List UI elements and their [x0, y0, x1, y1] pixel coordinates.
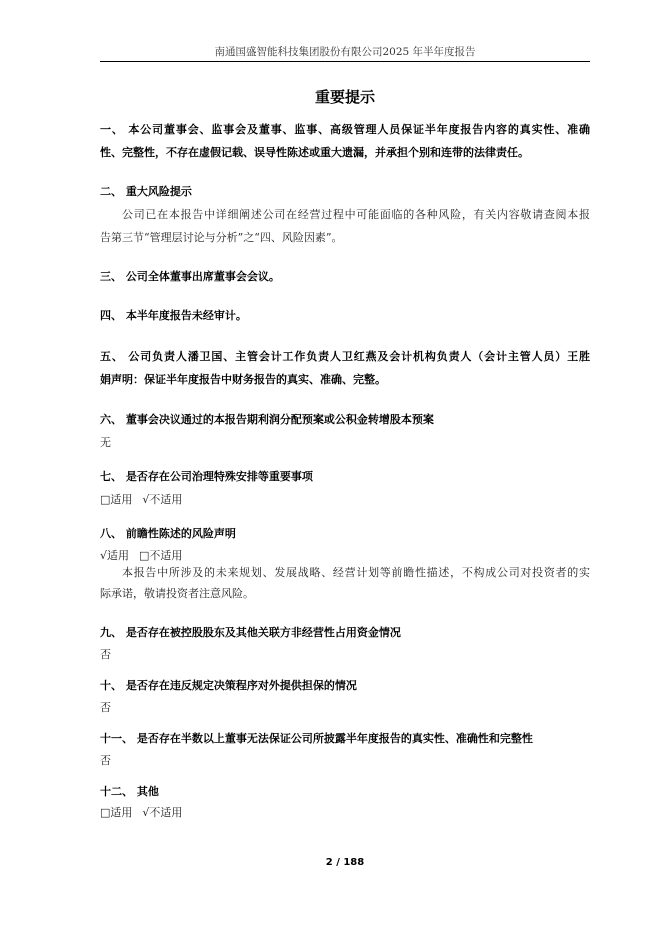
option-applicable-unchecked: □适用 [100, 806, 133, 819]
option-not-applicable-checked: √不适用 [142, 493, 183, 506]
section-11-heading: 十一、 是否存在半数以上董事无法保证公司所披露半年度报告的真实性、准确性和完整性 [100, 732, 533, 745]
section-1-line-2: 性、完整性，不存在虚假记载、误导性陈述或重大遗漏，并承担个别和连带的法律责任。 [100, 146, 529, 159]
section-9-answer: 否 [100, 648, 111, 661]
page-header: 南通国盛智能科技集团股份有限公司2025 年半年度报告 [214, 46, 476, 58]
section-10-answer: 否 [100, 701, 111, 714]
section-2-heading: 二、 重大风险提示 [100, 185, 192, 198]
page-title: 重要提示 [314, 88, 375, 106]
section-8-heading: 八、 前瞻性陈述的风险声明 [100, 527, 236, 540]
section-8-body-line-2: 际承诺，敬请投资者注意风险。 [100, 587, 254, 600]
header-divider [100, 61, 590, 62]
option-applicable-checked: √适用 [100, 549, 130, 562]
section-9-heading: 九、 是否存在被控股股东及其他关联方非经营性占用资金情况 [100, 626, 401, 639]
section-2-body-line-1: 公司已在本报告中详细阐述公司在经营过程中可能面临的各种风险，有关内容敬请查阅本报 [122, 208, 590, 221]
option-not-applicable-unchecked: □不适用 [139, 549, 183, 562]
option-not-applicable-checked: √不适用 [142, 806, 183, 819]
section-8-body-line-1: 本报告中所涉及的未来规划、发展战略、经营计划等前瞻性描述，不构成公司对投资者的实 [122, 566, 590, 579]
section-6-answer: 无 [100, 436, 111, 449]
section-5-line-1: 五、 公司负责人潘卫国、主管会计工作负责人卫红燕及会计机构负责人（会计主管人员）王胜 [100, 350, 590, 363]
section-11-answer: 否 [100, 754, 111, 767]
section-12-options [100, 806, 590, 820]
section-6-heading: 六、 董事会决议通过的本报告期利润分配预案或公积金转增股本预案 [100, 413, 434, 426]
section-7-heading: 七、 是否存在公司治理特殊安排等重要事项 [100, 470, 313, 483]
section-3-heading: 三、 公司全体董事出席董事会会议。 [100, 270, 280, 283]
section-12-heading: 十二、 其他 [100, 785, 159, 798]
section-8-options [100, 549, 590, 563]
section-10-heading: 十、 是否存在违反规定决策程序对外提供担保的情况 [100, 679, 357, 692]
page-number: 2 / 188 [325, 857, 365, 868]
section-4-heading: 四、 本半年度报告未经审计。 [100, 309, 247, 322]
section-1-line-1: 一、 本公司董事会、监事会及董事、监事、高级管理人员保证半年度报告内容的真实性、准确 [100, 123, 590, 136]
section-5-line-2: 娟声明：保证半年度报告中财务报告的真实、准确、完整。 [100, 373, 386, 386]
section-7-options [100, 493, 590, 507]
option-applicable-unchecked: □适用 [100, 493, 133, 506]
section-2-body-line-2: 告第三节“管理层讨论与分析”之“四、风险因素”。 [100, 231, 343, 244]
